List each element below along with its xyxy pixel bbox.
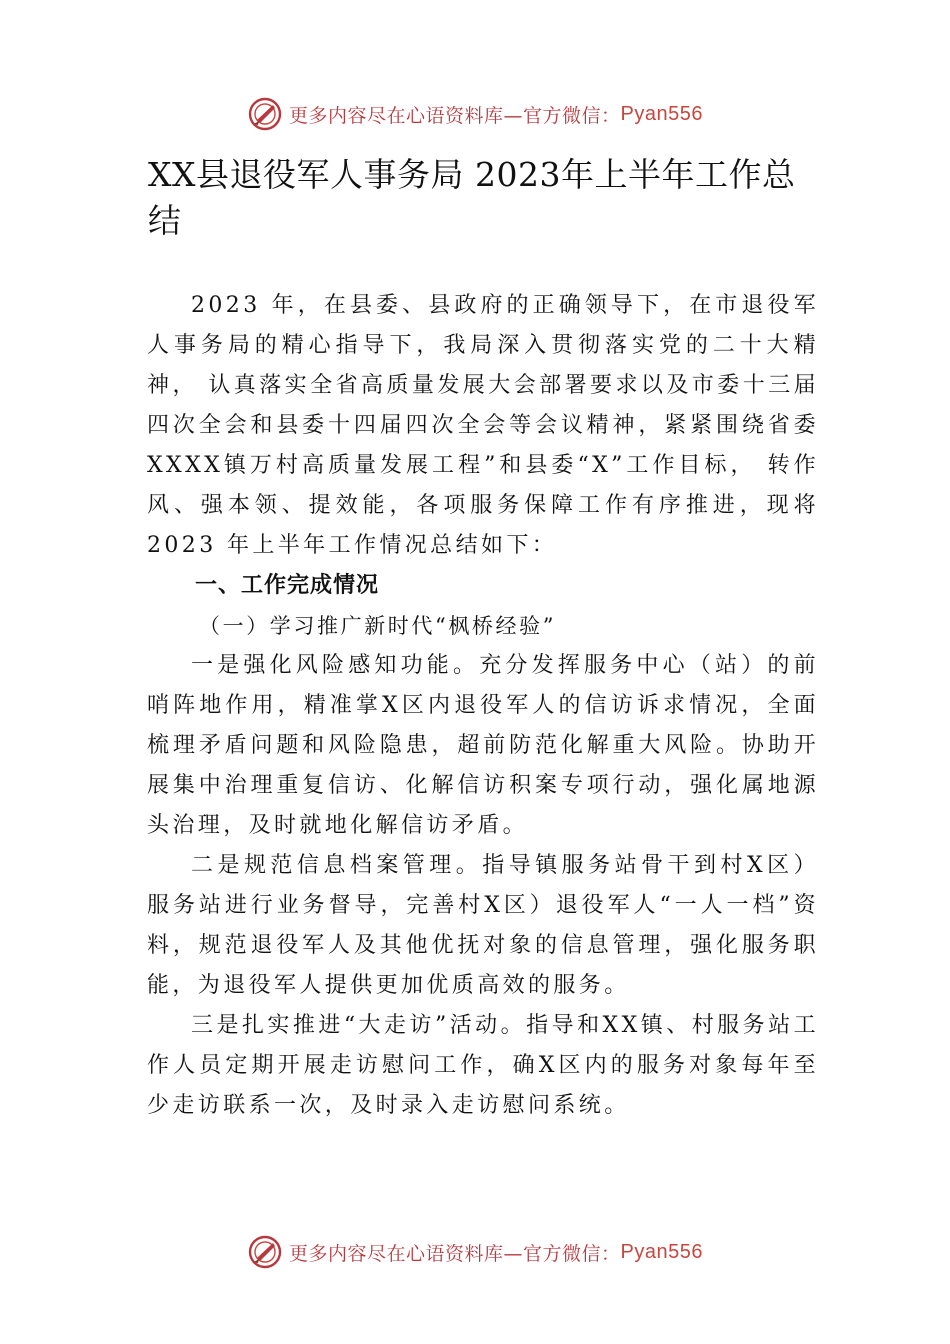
brand-logo-icon (247, 96, 283, 132)
paragraph-archive-management: 二是规范信息档案管理。指导镇服务站骨干到村X区）服务站进行业务督导，完善村X区）退役军人“一人一档”资料，规范退役军人及其他优抚对象的信息管理，强化服务职能，为退役军人提供更加优质高效的服务。 (147, 853, 819, 998)
section-heading: 一、工作完成情况 (195, 573, 380, 598)
banner-wechat-id: Pyan556 (620, 1240, 703, 1263)
brand-logo-icon (247, 1234, 283, 1270)
subsection-heading: （一）学习推广新时代“枫桥经验” (199, 614, 557, 638)
paragraph-risk-perception: 一是强化风险感知功能。充分发挥服务中心（站）的前哨阵地作用，精准掌X区内退役军人的信访诉求情况，全面梳理矛盾问题和风险隐患，超前防范化解重大风险。协助开展集中治理重复信访、化解信访积案专项行动，强化属地源头治理，及时就地化解信访矛盾。 (147, 653, 819, 838)
header-watermark-banner (0, 94, 950, 134)
banner-text: 更多内容尽在心语资料库—官方微信： (289, 1242, 621, 1265)
intro-paragraph: 2023 年，在县委、县政府的正确领导下，在市退役军人事务局的精心指导下，我局深入贯彻落实党的二十大精神， 认真落实全省高质量发展大会部署要求以及市委十三届四次全会和县委十四届四次全会等会议精神，紧紧围绕省委 XXXX镇万村高质量发展工程”和县委“X”工作目标， 转作风、强本领、提效能，各项服务保障工作有序推进，现将 2023 年上半年工作情况总结如下： (147, 293, 819, 558)
banner-text: 更多内容尽在心语资料库—官方微信： (289, 104, 621, 127)
document-body (147, 286, 819, 1126)
banner-wechat-id: Pyan556 (620, 102, 703, 125)
paragraph-visit-activity: 三是扎实推进“大走访”活动。指导和XX镇、村服务站工作人员定期开展走访慰问工作，确X区内的服务对象每年至少走访联系一次，及时录入走访慰问系统。 (147, 1013, 819, 1118)
footer-watermark-banner (0, 1232, 950, 1272)
document-title: XX县退役军人事务局 2023年上半年工作总结 (148, 155, 796, 240)
